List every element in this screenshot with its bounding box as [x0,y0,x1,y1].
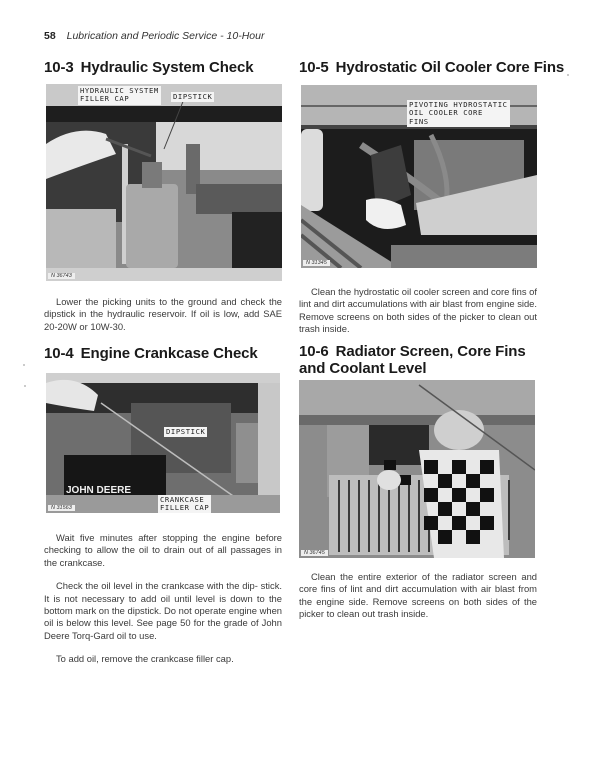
section-heading-10-6 [299,343,526,377]
paragraph: Wait five minutes after stopping the engine before checking to allow the oil to drain out of all passages in the crankcase. [44,532,282,568]
john-deere-painted-text: JOHN DEERE [66,485,132,496]
section-heading-10-4 [44,345,258,362]
section-number: 10-3 [44,59,74,76]
callout-crankcase-filler-cap: CRANKCASE FILLER CAP [160,495,210,513]
section-number: 10-6 [299,343,329,360]
section-heading-10-3 [44,59,254,76]
section-body-10-4 [44,532,282,666]
figure-id: N 31563 [48,505,75,511]
callout-pivoting-oil-cooler: PIVOTING HYDROSTATIC OIL COOLER CORE FINS [409,100,508,126]
section-body-10-3 [44,296,282,333]
section-number: 10-4 [44,345,74,362]
figure-id: N 36743 [48,273,75,279]
scan-speck [567,74,569,76]
figure-id: N 36745 [301,550,328,556]
scan-speck [24,385,26,387]
figure-id: N 31345 [303,260,330,266]
photo-oil-cooler [301,85,537,268]
photo-radiator-illustration [299,380,535,558]
paragraph: Lower the picking units to the ground and check the dipstick in the hydraulic reservoir. If oil is low, add SAE 20-20W or 10W-30. [44,296,282,332]
running-head-title: Lubrication and Periodic Service - 10-Hour [66,30,265,42]
section-heading-10-5 [299,59,564,76]
photo-radiator-screen [299,380,535,558]
paragraph: Check the oil level in the crankcase with the dip- stick. It is not necessary to add oil until level is down to the bottom mark on the dipstick. Do not operate engine when oil is below this level. See page 50 for the grade of John Deere Torq-Gard oil to use. [44,580,282,641]
photo-hydraulic-illustration [46,84,282,281]
section-title: Hydrostatic Oil Cooler Core Fins [335,59,565,76]
section-body-10-5 [299,286,537,336]
photo-hydraulic-system [46,84,282,281]
paragraph: Clean the hydrostatic oil cooler screen and core fins of lint and dirt accumulations with air blast from engine side. Remove screens on both sides of the picker to clean out trash inside. [299,286,537,335]
section-number: 10-5 [299,59,329,76]
callout-hydraulic-filler-cap: HYDRAULIC SYSTEM FILLER CAP [80,86,159,104]
photo-engine-illustration [46,373,280,513]
section-title-line-1: Radiator Screen, Core Fins [335,343,526,360]
section-title: Hydraulic System Check [80,59,254,76]
paragraph: Clean the entire exterior of the radiator screen and core fins of lint and dirt accumulation with air blast from the engine side. Remove screens on both sides of the picker to clean out trash inside. [299,571,537,620]
callout-dipstick: DIPSTICK [173,92,213,101]
page-number: 58 [44,30,56,42]
callout-dipstick: DIPSTICK [166,427,206,436]
scan-speck [23,364,25,366]
section-body-10-6 [299,571,537,621]
section-title-line-2: and Coolant Level [299,360,427,377]
section-title: Engine Crankcase Check [80,345,258,362]
running-head [44,30,264,42]
paragraph: To add oil, remove the crankcase filler cap. [56,653,234,665]
photo-engine-crankcase [46,373,280,513]
